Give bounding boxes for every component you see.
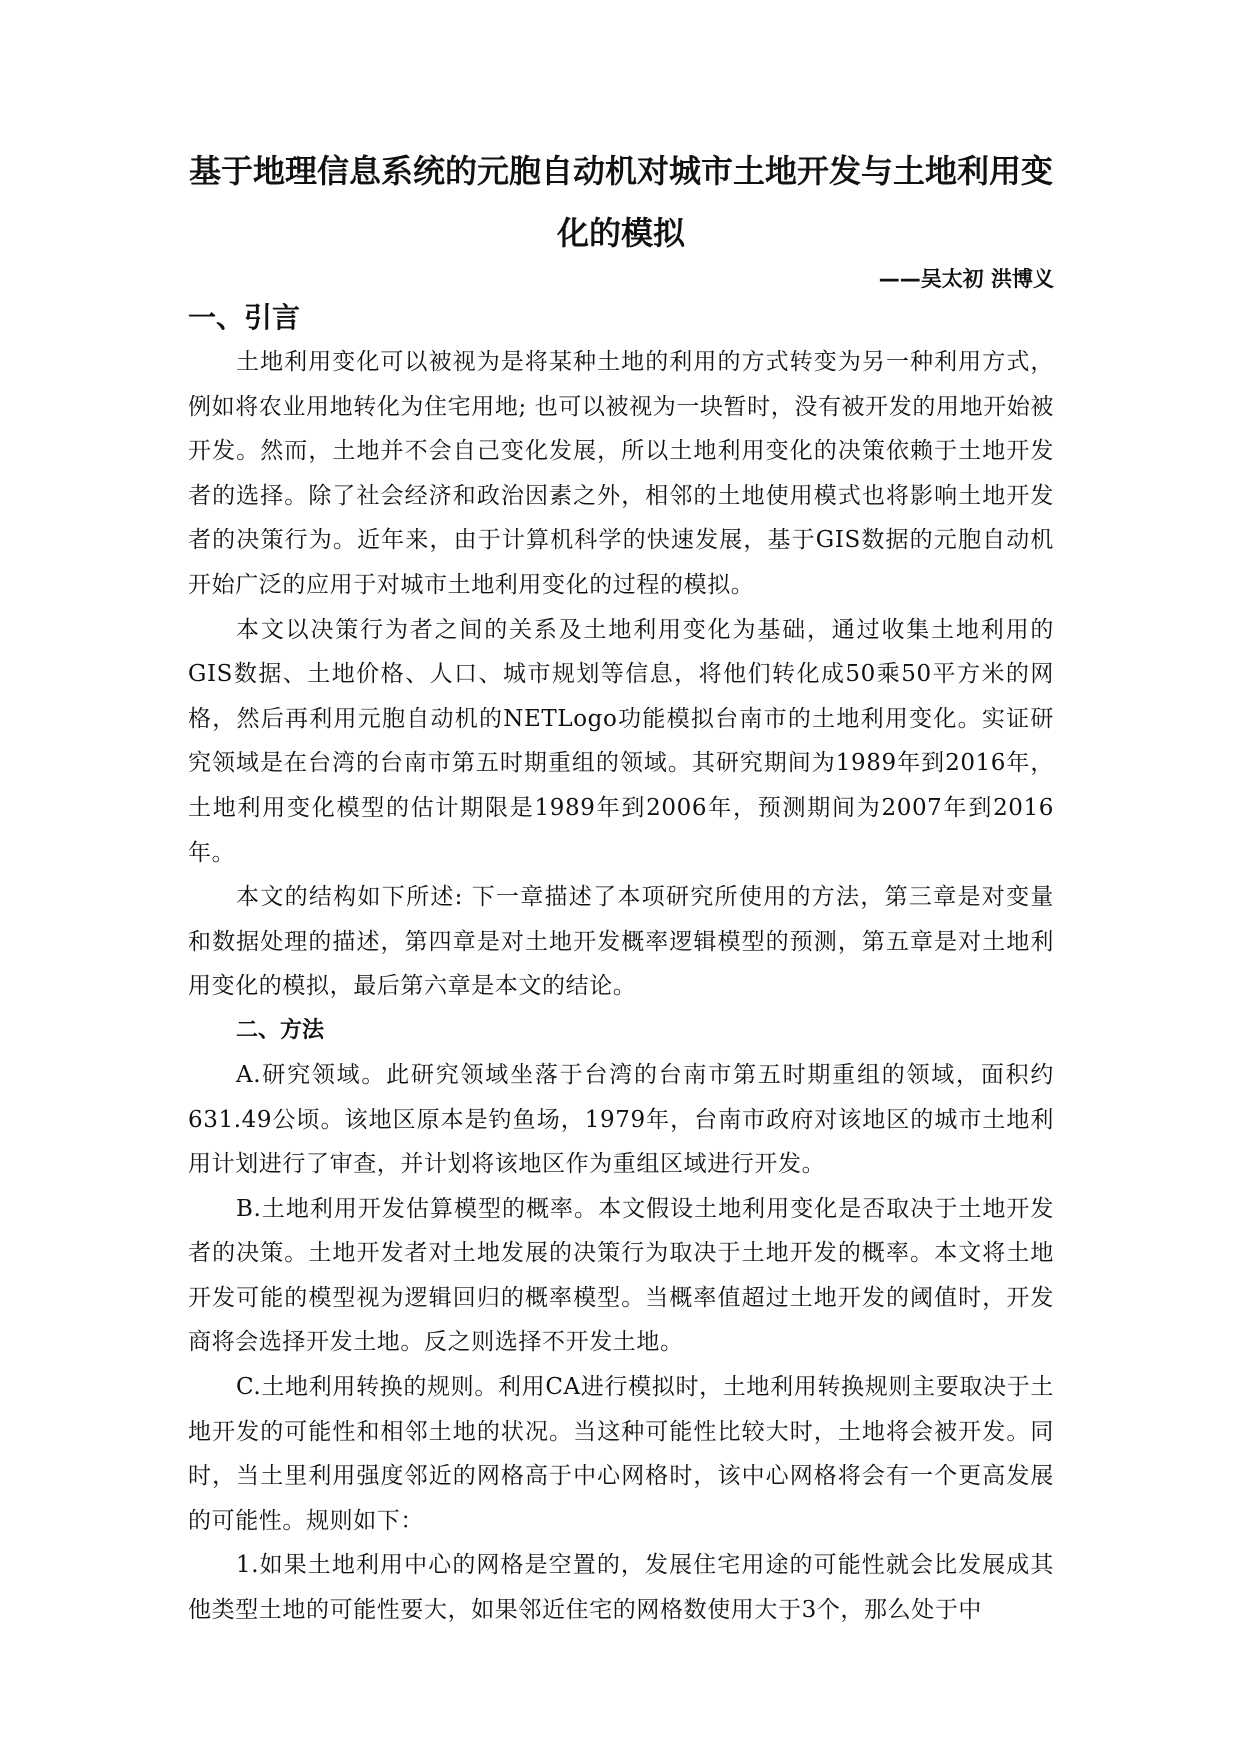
section-heading-introduction: 一、引言 — [188, 301, 301, 334]
intro-paragraph-2: 本文以决策行为者之间的关系及土地利用变化为基础，通过收集土地利用的GIS数据、土地价格、人口、城市规划等信息，将他们转化成50乘50平方米的网格，然后再利用元胞自动机的NETLogo功能模拟台南市的土地利用变化。实证研究领域是在台湾的台南市第五时期重组的领域。其研究期间为1989年到2016年，土地利用变化模型的估计期限是1989年到2006年，预测期间为2007年到2016年。 — [188, 616, 1054, 866]
intro-paragraph-3: 本文的结构如下所述: 下一章描述了本项研究所使用的方法，第三章是对变量和数据处理的描述，第四章是对土地开发概率逻辑模型的预测，第五章是对土地利用变化的模拟，最后第六章是本文的结论。 — [188, 884, 1054, 1000]
rule-paragraph-1: 1.如果土地利用中心的网格是空置的，发展住宅用途的可能性就会比发展成其他类型土地的可能性要大，如果邻近住宅的网格数使用大于3个，那么处于中 — [188, 1552, 1054, 1624]
intro-paragraph-1: 土地利用变化可以被视为是将某种土地的利用的方式转变为另一种利用方式，例如将农业用地转化为住宅用地; 也可以被视为一块暂时，没有被开发的用地开始被开发。然而，土地并不会自己变化发展，所以土地利用变化的决策依赖于土地开发者的选择。除了社会经济和政治因素之外，相邻的土地使用模式也将影响土地开发者的决策行为。近年来，由于计算机科学的快速发展，基于GIS数据的元胞自动机开始广泛的应用于对城市土地利用变化的过程的模拟。 — [188, 349, 1054, 598]
method-paragraph-b: B.土地利用开发估算模型的概率。本文假设土地利用变化是否取决于土地开发者的决策。土地开发者对土地发展的决策行为取决于土地开发的概率。本文将土地开发可能的模型视为逻辑回归的概率模型。当概率值超过土地开发的阈值时，开发商将会选择开发土地。反之则选择不开发土地。 — [188, 1195, 1054, 1356]
method-paragraph-c: C.土地利用转换的规则。利用CA进行模拟时，土地利用转换规则主要取决于土地开发的可能性和相邻土地的状况。当这种可能性比较大时，土地将会被开发。同时，当土里利用强度邻近的网格高于中心网格时，该中心网格将会有一个更高发展的可能性。规则如下： — [188, 1374, 1054, 1534]
method-paragraph-a: A.研究领域。此研究领域坐落于台湾的台南市第五时期重组的领域，面积约631.49公顷。该地区原本是钓鱼场，1979年，台南市政府对该地区的城市土地利用计划进行了审查，并计划将该地区作为重组区域进行开发。 — [188, 1061, 1054, 1178]
document-title: 基于地理信息系统的元胞自动机对城市土地开发与土地利用变化的模拟 — [188, 152, 1053, 252]
document-page — [188, 140, 1054, 1633]
document-author: ——吴太初 洪博义 — [878, 267, 1054, 291]
section-heading-method: 二、方法 — [236, 1017, 325, 1043]
